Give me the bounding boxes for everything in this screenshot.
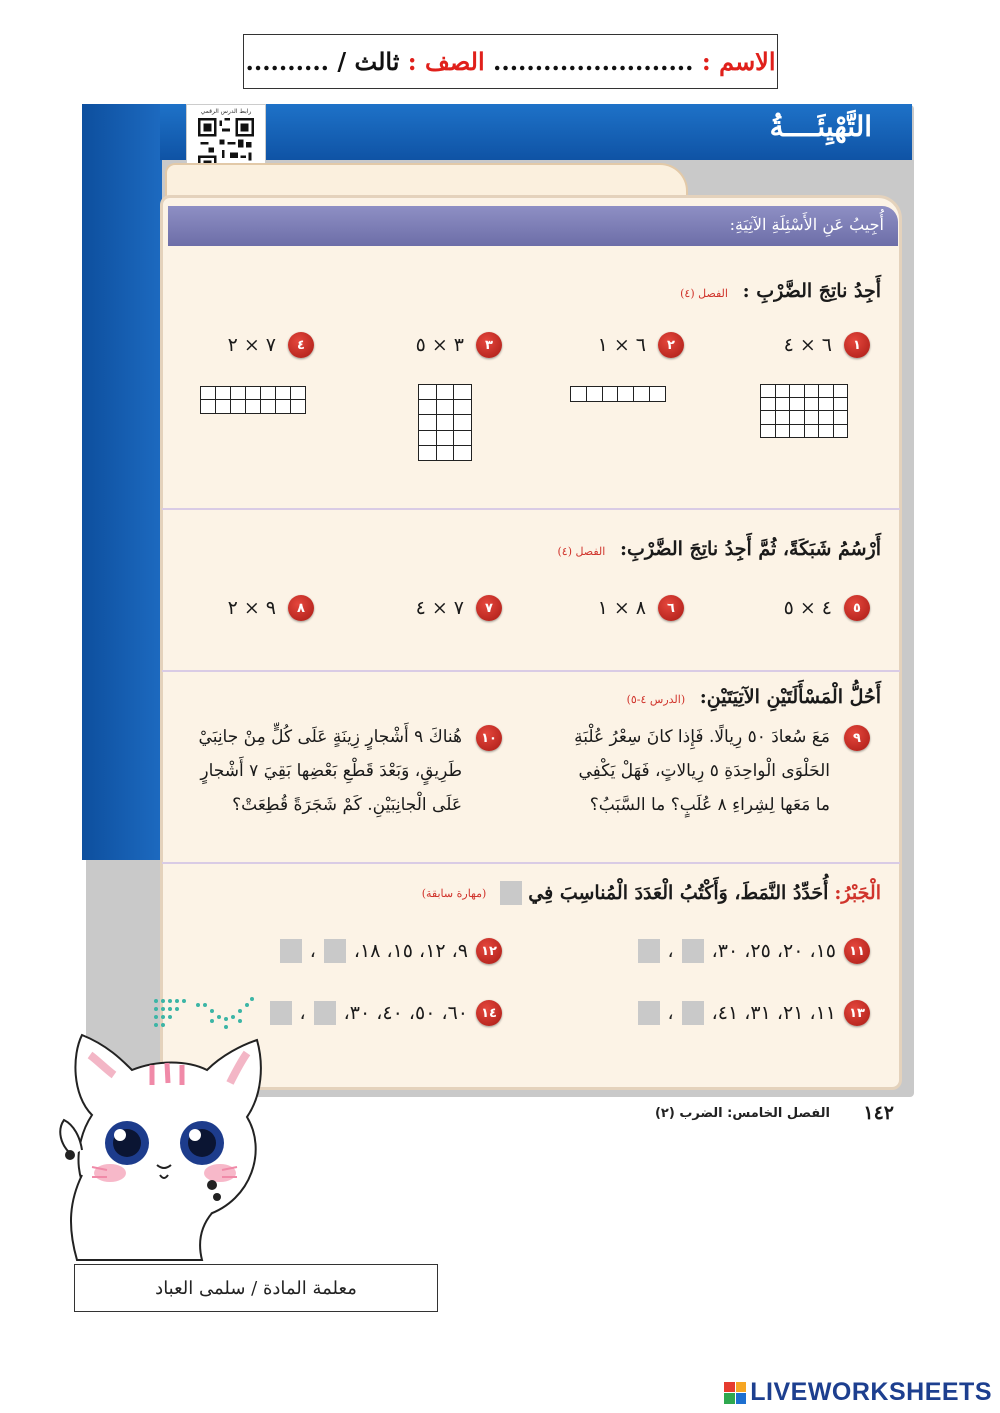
grid-cell [437,431,455,446]
grid-cell [231,387,246,400]
grid-cell [246,387,261,400]
class-section-field[interactable]: .......... [245,47,330,76]
liveworksheets-watermark[interactable] [724,1378,992,1407]
liveworksheets-text: LIVEWORKSHEETS [750,1378,992,1406]
grid-cell [603,387,619,402]
question-expression: ٧ × ٢ [227,334,276,356]
section3-ref: (الدرس ٤-٥) [626,693,686,706]
grid-cell [201,387,216,400]
grid-cell [790,385,805,398]
grid-cell [834,398,849,411]
teacher-name-box [74,1264,438,1312]
question-14 [270,1000,502,1026]
answer-blank[interactable] [270,1001,292,1025]
question-expression: ٦ × ١ [597,334,646,356]
grid-cell [276,387,291,400]
section-divider [162,508,900,510]
grid-cell [805,385,820,398]
grid-cell [819,425,834,438]
answer-blank[interactable] [638,1001,660,1025]
grid-cell [231,400,246,413]
question-number-badge: ٥ [844,595,870,621]
question-number-badge: ١٤ [476,1000,502,1026]
section-divider [162,862,900,864]
grid-cell [761,385,776,398]
question-number-badge: ١١ [844,938,870,964]
question-expression: ٤ × ٥ [783,597,832,619]
grid-cell [201,400,216,413]
question-8 [228,595,314,621]
question-number-badge: ١٠ [476,725,502,751]
question-2 [598,332,684,358]
grid-cell [834,385,849,398]
grid-cell [805,411,820,424]
grid-cell [587,387,603,402]
grid-cell [454,385,472,400]
problem-line: طَرِيقٍ، وَبَعْدَ قَطْعِ بَعْضِها بَقِيَ ٧ أَشْجارٍ [200,761,462,781]
class-value: ثالث [354,47,400,76]
section2-title [557,538,881,560]
grid-cell [571,387,587,402]
grid-cell [276,400,291,413]
question-5 [784,595,870,621]
question-1 [784,332,870,358]
grid-cell [761,411,776,424]
question-number-badge: ٢ [658,332,684,358]
student-info-box [243,34,778,89]
word-problem-10 [167,720,462,822]
blank-box-icon [500,881,522,905]
answer-blank[interactable] [280,939,302,963]
comma: ، [299,1002,306,1024]
grid-cell [454,446,472,461]
section3-title-text: أَحُلُّ الْمَسْأَلَتَيْنِ الآتِيَتَيْنِ: [699,686,881,708]
question-6 [598,595,684,621]
comma: ، [667,1002,674,1024]
question-number-badge: ١٣ [844,1000,870,1026]
array-grid-6x1 [570,386,666,402]
grid-cell [834,411,849,424]
blue-side-bar [82,104,162,860]
grid-cell [819,411,834,424]
question-number-badge: ٧ [476,595,502,621]
grid-cell [437,400,455,415]
instruction-text: أُجِيبُ عَنِ الأَسْئِلَةِ الآتِيَةِ: [729,215,884,234]
problem-line: ما مَعَها لِشِراءِ ٨ عُلَبٍ؟ ما السَّبَبُ؟ [589,795,830,815]
chapter-label: الفصل الخامس: الضرب (٢) [654,1106,830,1121]
name-field[interactable]: ........................ [492,47,694,76]
answer-blank[interactable] [324,939,346,963]
grid-cell [419,400,437,415]
section4-title [422,881,881,905]
grid-cell [805,398,820,411]
grid-cell [790,411,805,424]
grid-cell [761,425,776,438]
answer-blank[interactable] [638,939,660,963]
name-label: الاسم : [701,47,776,76]
problem-line: الحَلْوَى الْواحِدَةِ ٥ رِيالاتٍ، فَهَلْ يَكْفِي [578,761,830,781]
instruction-bar [168,206,898,246]
grid-cell [437,415,455,430]
question-number-badge: ٩ [844,725,870,751]
sequence-numbers: ١١، ٢١، ٣١، ٤١، [711,1002,836,1024]
grid-cell [634,387,650,402]
section1-ref: الفصل (٤) [680,287,728,300]
question-4 [228,332,314,358]
question-7 [416,595,502,621]
class-label: الصف : [407,47,485,76]
section2-ref: الفصل (٤) [557,545,606,558]
question-number-badge: ٨ [288,595,314,621]
grid-cell [419,446,437,461]
sequence-numbers: ٦٠، ٥٠، ٤٠، ٣٠، [343,1002,468,1024]
question-number-badge: ٦ [658,595,684,621]
question-3 [416,332,502,358]
grid-cell [776,411,791,424]
grid-cell [761,398,776,411]
section3-title [627,686,881,708]
question-expression: ٧ × ٤ [415,597,464,619]
array-grid-7x2 [200,386,306,414]
qr-title: رابط الدرس الرقمي [200,108,252,115]
comma: ، [309,940,316,962]
grid-cell [291,387,306,400]
grid-cell [437,446,455,461]
question-number-badge: ٣ [476,332,502,358]
section-divider [162,670,900,672]
grid-cell [618,387,634,402]
class-separator: / [337,47,347,76]
cat-mascot-icon [52,1025,277,1265]
sequence-numbers: ١٥، ٢٠، ٢٥، ٣٠، [711,940,836,962]
question-number-badge: ١٢ [476,938,502,964]
grid-cell [216,387,231,400]
grid-cell [216,400,231,413]
question-number-badge: ١ [844,332,870,358]
grid-cell [650,387,666,402]
answer-blank[interactable] [682,939,704,963]
grid-cell [819,385,834,398]
grid-cell [805,425,820,438]
word-problem-9 [518,720,830,822]
grid-cell [454,431,472,446]
page-heading: التَّهْيِئَــــةُ [769,110,872,143]
question-expression: ٨ × ١ [597,597,646,619]
answer-blank[interactable] [682,1001,704,1025]
question-12 [280,938,502,964]
grid-cell [261,387,276,400]
grid-cell [437,385,455,400]
page-number: ١٤٢ [863,1102,894,1124]
grid-cell [419,415,437,430]
algebra-label: الْجَبْرُ: [834,882,881,904]
grid-cell [819,398,834,411]
problem-line: عَلَى الْجانِبَيْنِ. كَمْ شَجَرَةً قُطِعَتْ؟ [232,795,462,815]
section4-title-text: أُحَدِّدُ النَّمَطَ، وَأَكْتُبُ الْعَدَدَ الْمُناسِبَ فِي [528,882,829,904]
grid-cell [261,400,276,413]
sequence-numbers: ٩، ١٢، ١٥، ١٨، [353,940,468,962]
problem-line: هُناكَ ٩ أَشْجارٍ زِينَةٍ عَلَى كُلٍّ مِنْ جانِبَيْ [198,727,462,747]
question-number-badge: ٤ [288,332,314,358]
answer-blank[interactable] [314,1001,336,1025]
liveworksheets-logo-icon [724,1382,746,1404]
question-13 [638,1000,870,1026]
grid-cell [419,431,437,446]
grid-cell [790,398,805,411]
section1-title [680,280,881,302]
section1-title-text: أَجِدُ ناتِجَ الضَّرْبِ : [742,280,881,302]
array-grid-3x5 [418,384,472,461]
grid-cell [790,425,805,438]
grid-cell [776,398,791,411]
question-expression: ٣ × ٥ [415,334,464,356]
comma: ، [667,940,674,962]
grid-cell [454,415,472,430]
grid-cell [834,425,849,438]
question-expression: ٩ × ٢ [227,597,276,619]
problem-line: مَعَ سُعادَ ٥٠ رِيالًا. فَإِذا كانَ سِعْرُ عُلْبَةِ [574,727,830,747]
grid-cell [246,400,261,413]
teacher-name: معلمة المادة / سلمى العباد [155,1277,357,1299]
array-grid-6x4 [760,384,848,438]
grid-cell [776,385,791,398]
grid-cell [776,425,791,438]
grid-cell [291,400,306,413]
grid-cell [454,400,472,415]
section2-title-text: أَرْسُمُ شَبَكَةً، ثُمَّ أَجِدُ ناتِجَ الضَّرْبِ: [619,538,881,560]
question-11 [638,938,870,964]
section4-ref: (مهارة سابقة) [421,886,487,900]
question-expression: ٦ × ٤ [783,334,832,356]
grid-cell [419,385,437,400]
